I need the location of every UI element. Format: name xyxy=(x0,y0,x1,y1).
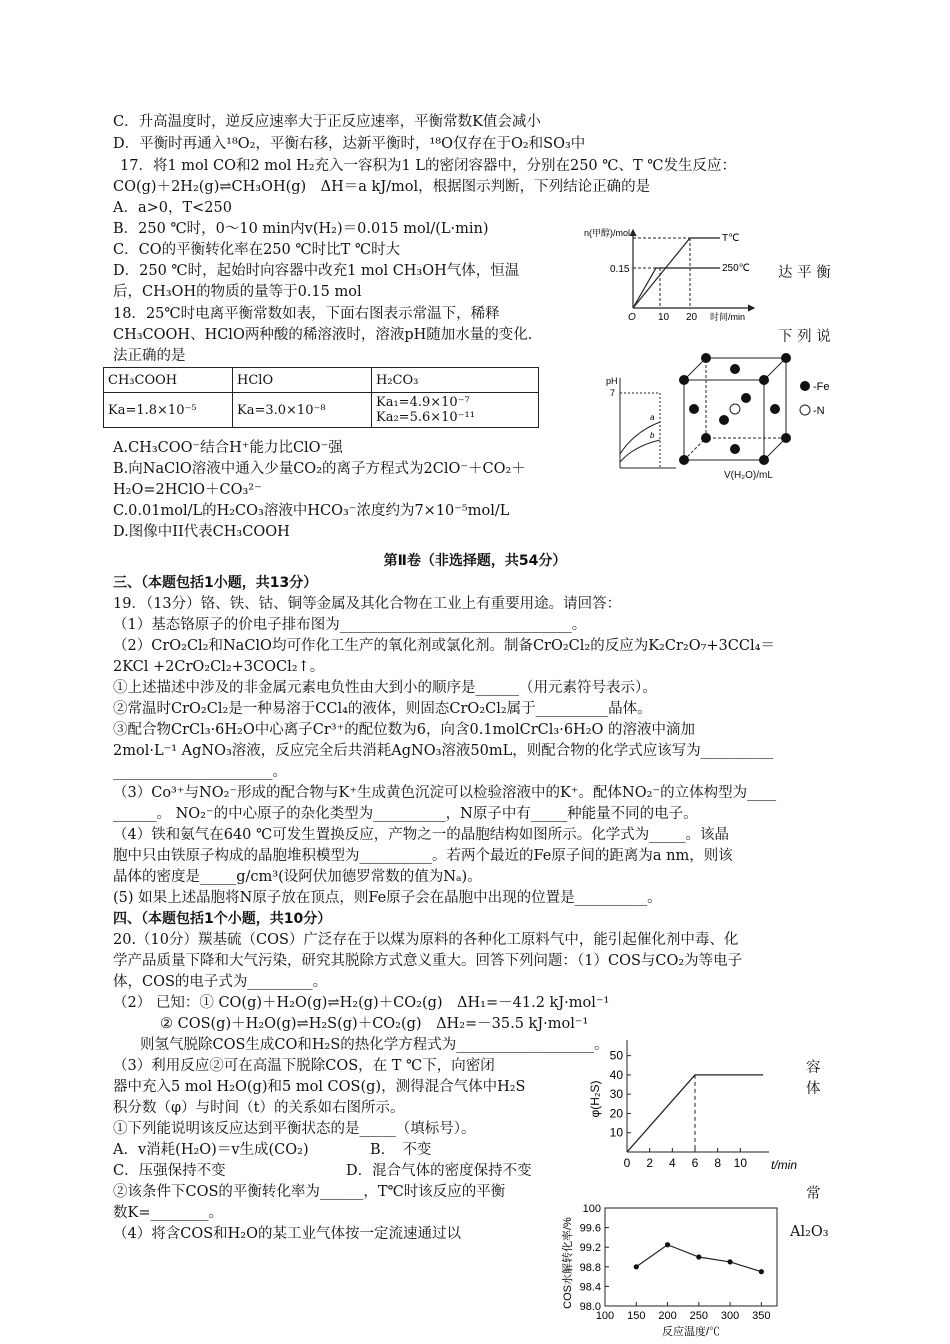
q20-line: 学产品质量下降和大气污染，研究其脱除方式意义重大。回答下列问题：（1）COS与CO₂为等电子 xyxy=(113,953,743,969)
q19-line: 晶体的密度是_____g/cm³(设阿伏加德罗常数的值为Nₐ)。 xyxy=(113,869,482,885)
q16-option-c: C．升高温度时，逆反应速率大于正反应速率，平衡常数K值会减小 xyxy=(113,114,541,130)
x-tick-label: 200 xyxy=(658,1310,677,1322)
q20-line: 数K=________。 xyxy=(113,1205,223,1221)
x-tick-label: 2 xyxy=(646,1156,654,1170)
curve-250 xyxy=(633,268,720,308)
ph-ylabel: pH xyxy=(606,376,618,386)
ka1-value: Ka₁=4.9×10⁻⁷ xyxy=(376,395,470,410)
methanol-figure xyxy=(582,222,772,322)
q19-line: ______。 NO₂⁻的中心原子的杂化类型为__________，N原子中有_____种能量不同的电子。 xyxy=(113,806,698,822)
data-point xyxy=(696,1254,701,1259)
x-tick-label: 350 xyxy=(752,1310,771,1322)
ph-xlabel: V(H₂O)/mL xyxy=(724,470,773,481)
section3-heading: 三、（本题包括1小题，共13分） xyxy=(113,575,318,591)
n-atom xyxy=(730,404,740,414)
q18-option-b-2: H₂O=2HClO＋CO₃²⁻ xyxy=(113,482,262,498)
curve-a-label: a xyxy=(650,413,655,422)
q20-option-b: B． 不变 xyxy=(370,1142,432,1158)
y-axis-label: COS水解转化率/% xyxy=(562,1217,574,1309)
y-tick-label: 30 xyxy=(609,1087,623,1102)
data-point xyxy=(665,1242,670,1247)
legend-fe-dot xyxy=(800,381,810,391)
x-tick-20: 20 xyxy=(686,312,698,322)
q20-line: 积分数（φ）与时间（t）的关系如右图所示。 xyxy=(113,1100,405,1116)
y-tick-label: 10 xyxy=(609,1125,623,1140)
h2s-fraction-chart xyxy=(585,1030,800,1180)
q19-line: （3）Co³⁺与NO₂⁻形成的配合物与K⁺生成黄色沉淀可以检验溶液中的K⁺。配体NO₂⁻的立体构型为____ xyxy=(113,785,777,801)
ph-figure xyxy=(600,372,680,484)
q20-line: ② COS(g)＋H₂O(g)⇌H₂S(g)＋CO₂(g) ΔH₂=－35.5 kJ·mol⁻¹ xyxy=(160,1016,589,1032)
y-tick-015: 0.15 xyxy=(610,264,630,275)
q20-line: ②该条件下COS的平衡转化率为______，T℃时该反应的平衡 xyxy=(113,1184,506,1200)
curve-T xyxy=(633,238,720,308)
x-tick-label: 0 xyxy=(623,1156,631,1170)
y-tick-label: 100 xyxy=(582,1203,601,1215)
x-tick-label: 8 xyxy=(714,1156,722,1170)
data-point xyxy=(759,1269,764,1274)
section2-title: 第Ⅱ卷（非选择题，共54分） xyxy=(383,553,567,569)
q17-stem-1: 17．将1 mol CO和2 mol H₂充入一容积为1 L的密闭容器中，分别在250 ℃、T ℃发生反应： xyxy=(120,158,736,174)
data-point xyxy=(727,1259,732,1264)
ka-header: HClO xyxy=(233,368,372,393)
section4-heading: 四、（本题包括1个小题，共10分） xyxy=(113,911,332,927)
q18-option-a: A.CH₃COO⁻结合H⁺能力比ClO⁻强 xyxy=(113,440,343,456)
x-axis-label: 反应温度/℃ xyxy=(661,1326,721,1338)
q20-line: （3）利用反应②可在高温下脱除COS，在 T ℃下，向密闭 xyxy=(113,1058,495,1074)
q19-line: （4）铁和氨气在640 ℃可发生置换反应，产物之一的晶胞结构如图所示。化学式为_____。该晶 xyxy=(113,827,729,843)
ka-table xyxy=(103,367,539,428)
q19-line: 19．（13分）铬、铁、钴、铜等金属及其化合物在工业上有重要用途。请回答： xyxy=(113,596,622,612)
ka-cell: Ka=1.8×10⁻⁵ xyxy=(104,393,233,428)
q18-option-c: C.0.01mol/L的H₂CO₃溶液中HCO₃⁻浓度约为7×10⁻⁵mol/L xyxy=(113,503,510,519)
y-tick-label: 20 xyxy=(609,1106,623,1121)
q17-option-d-2: 后，CH₃OH的物质的量等于0.15 mol xyxy=(113,284,362,300)
y-tick-label: 99.6 xyxy=(579,1222,601,1235)
y-tick-label: 99.2 xyxy=(579,1242,601,1255)
ka2-value: Ka₂=5.6×10⁻¹¹ xyxy=(376,410,475,425)
x-tick-label: 250 xyxy=(689,1310,708,1322)
ka-header: CH₃COOH xyxy=(104,368,233,393)
q18-option-b-1: B.向NaClO溶液中通入少量CO₂的离子方程式为2ClO⁻＋CO₂＋ xyxy=(113,461,526,477)
q19-line: ①上述描述中涉及的非金属元素电负性由大到小的顺序是______（用元素符号表示）。 xyxy=(113,680,657,696)
x-tick-label: 150 xyxy=(627,1310,646,1322)
origin-label: O xyxy=(628,312,636,322)
curve-b-label: b xyxy=(650,431,655,440)
q17-d-right: 达 平 衡 xyxy=(778,265,831,281)
y-tick-label: 98.4 xyxy=(579,1281,601,1294)
q19-line: 2mol·L⁻¹ AgNO₃溶液，反应完全后共消耗AgNO₃溶液50mL，则配合物的化学式应该写为__________ xyxy=(113,743,774,759)
q20-line: 则氢气脱除COS生成CO和H₂S的热化学方程式为___________________。 xyxy=(140,1037,609,1053)
q17-option-d-1: D．250 ℃时，起始时向容器中改充1 mol CH₃OH气体，恒温 xyxy=(113,263,520,279)
y-tick-label: 98.0 xyxy=(579,1301,601,1313)
methanol-xlabel: 时间/min xyxy=(710,312,746,322)
q19-line: （1）基态铬原子的价电子排布图为________________________________。 xyxy=(113,617,587,633)
q20-right: 容 xyxy=(806,1060,821,1076)
y-tick-label: 98.8 xyxy=(579,1261,601,1274)
legend-n-dot xyxy=(800,405,810,415)
q18-stem-3: 法正确的是 xyxy=(113,348,186,364)
y-tick-label: 40 xyxy=(609,1067,623,1082)
q19-line: 2KCl +2CrO₂Cl₂+3COCl₂↑。 xyxy=(113,659,325,675)
q20-line: 器中充入5 mol H₂O(g)和5 mol COS(g)，测得混合气体中H₂S xyxy=(113,1079,526,1095)
ka-cell: Ka=3.0×10⁻⁸ xyxy=(233,393,372,428)
ka-cell xyxy=(372,393,539,428)
ka-header: H₂CO₃ xyxy=(372,368,539,393)
q19-line: 胞中只由铁原子构成的晶胞堆积模型为__________。若两个最近的Fe原子间的距离为a nm，则该 xyxy=(113,848,733,864)
q18-stem-2: CH₃COOH、HClO两种酸的稀溶液时，溶液pH随加水量的变化. xyxy=(113,327,533,343)
x-tick-10: 10 xyxy=(658,312,670,322)
q17-option-a: A．a>0，T<250 xyxy=(113,200,232,216)
curve-250-label: 250℃ xyxy=(722,263,750,274)
x-tick-label: 4 xyxy=(668,1156,676,1170)
q20-line: （4）将含COS和H₂O的某工业气体按一定流速通过以 xyxy=(113,1226,461,1242)
q20-right: Al₂O₃ xyxy=(790,1224,829,1240)
q18-stem-1: 18．25℃时电离平衡常数如表，下面右图表示常温下，稀释 xyxy=(113,306,500,322)
cos-conversion-chart xyxy=(555,1198,790,1344)
methanol-ylabel: n(甲醇)/mol xyxy=(584,228,631,238)
q18-option-d: D.图像中II代表CH₃COOH xyxy=(113,524,290,540)
x-tick-label: 6 xyxy=(691,1156,699,1170)
q20-line: 20.（10分）羰基硫（COS）广泛存在于以煤为原料的各种化工原料气中，能引起催化剂中毒、化 xyxy=(113,932,739,948)
q19-line: ③配合物CrCl₃·6H₂O中心离子Cr³⁺的配位数为6，向含0.1molCrCl₃·6H₂O 的溶液中滴加 xyxy=(113,722,696,738)
q19-line: ②常温时CrO₂Cl₂是一种易溶于CCl₄的液体，则固态CrO₂Cl₂属于__________晶体。 xyxy=(113,701,652,717)
ph-tick-7: 7 xyxy=(610,388,616,398)
q19-line: ______________________。 xyxy=(113,764,287,780)
q20-line: ①下列能说明该反应达到平衡状态的是_____（填标号）。 xyxy=(113,1121,476,1137)
q20-right: 体 xyxy=(806,1081,821,1097)
x-tick-label: 300 xyxy=(720,1310,740,1322)
y-tick-label: 50 xyxy=(609,1048,623,1063)
data-point xyxy=(634,1264,639,1269)
crystal-cell-figure xyxy=(676,350,836,468)
q20-line: （2） 已知：① CO(g)＋H₂O(g)⇌H₂(g)＋CO₂(g) ΔH₁=－41.2 kJ·mol⁻¹ xyxy=(113,995,610,1011)
q19-line: (5) 如果上述晶胞将N原子放在顶点，则Fe原子会在晶胞中出现的位置是__________。 xyxy=(113,890,662,906)
q20-line: 体，COS的电子式为_________。 xyxy=(113,974,328,990)
q20-option-d: D．混合气体的密度保持不变 xyxy=(346,1163,532,1179)
q20-option-a: A．v消耗(H₂O)＝v生成(CO₂) xyxy=(113,1142,309,1158)
q17-stem-2: CO(g)＋2H₂(g)⇌CH₃OH(g) ΔH＝a kJ/mol，根据图示判断，下列结论正确的是 xyxy=(113,179,651,195)
x-tick-label: 10 xyxy=(733,1156,748,1170)
q16-option-d: D．平衡时再通入¹⁸O₂，平衡右移，达新平衡时，¹⁸O仅存在于O₂和SO₃中 xyxy=(113,136,586,152)
x-axis-label: t/min xyxy=(771,1158,798,1172)
legend-n: -N xyxy=(813,405,825,417)
q20-right: 常 xyxy=(806,1186,821,1202)
q20-option-c: C．压强保持不变 xyxy=(113,1163,226,1179)
q19-line: （2）CrO₂Cl₂和NaClO均可作化工生产的氧化剂或氯化剂。制备CrO₂Cl₂的反应为K₂Cr₂O₇+3CCl₄＝ xyxy=(113,638,775,654)
plot-frame xyxy=(605,1208,777,1306)
q18-right: 下 列 说 xyxy=(778,329,831,345)
curve-b xyxy=(620,440,660,462)
y-axis-label: φ(H₂S) xyxy=(588,1080,602,1118)
x-tick-label: 100 xyxy=(595,1310,615,1322)
q17-option-c: C．CO的平衡转化率在250 ℃时比T ℃时大 xyxy=(113,242,401,258)
legend-fe: -Fe xyxy=(813,381,830,393)
curve-T-label: T℃ xyxy=(722,233,740,244)
q17-option-b: B．250 ℃时，0～10 min内v(H₂)＝0.015 mol/(L·min) xyxy=(113,221,489,237)
